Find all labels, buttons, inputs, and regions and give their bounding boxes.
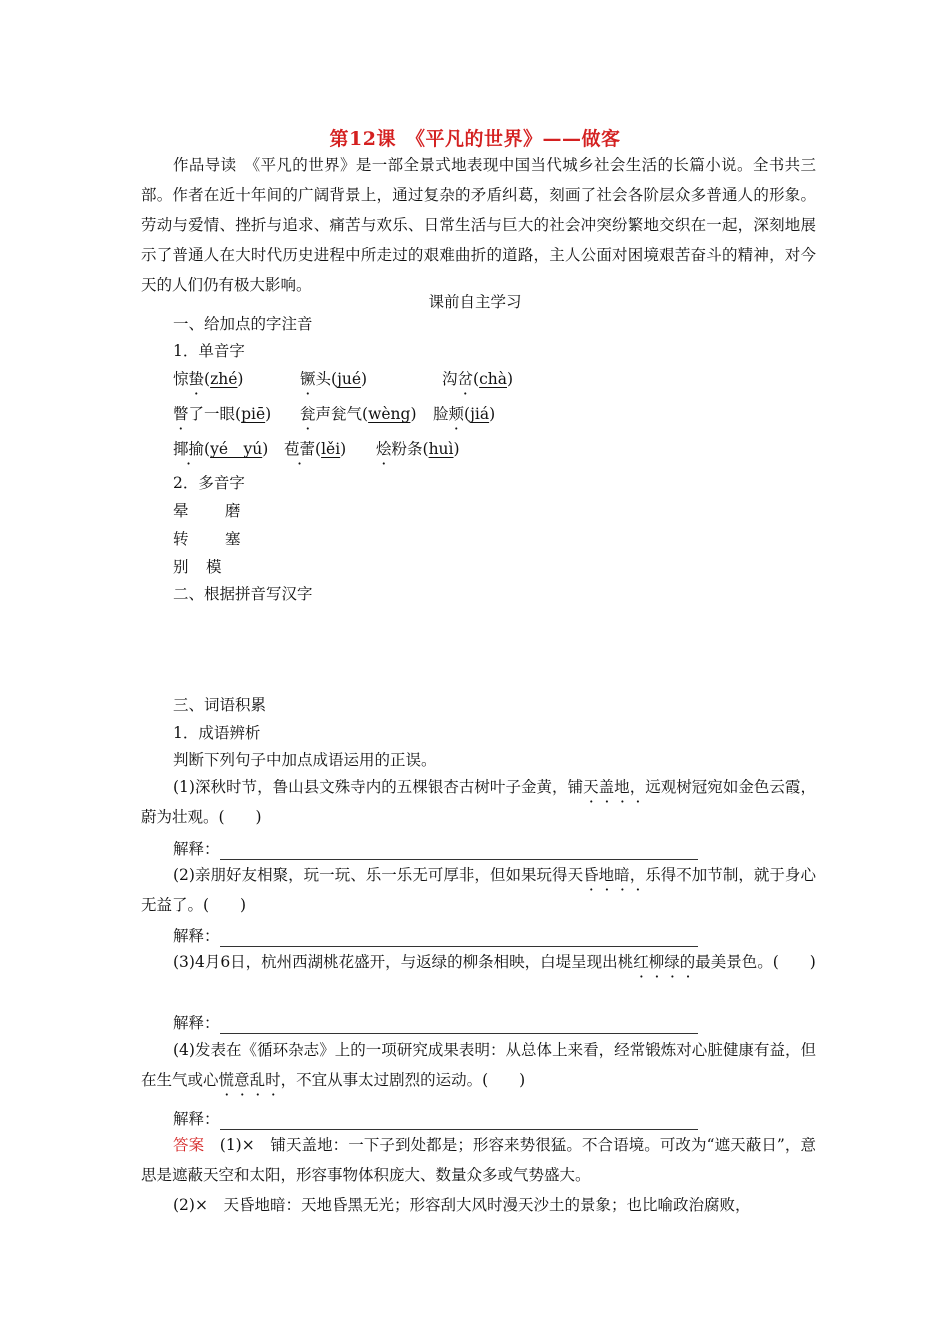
pinyin-item: 苞蕾(lěi) — [284, 440, 347, 458]
multi-char: 塞 — [225, 530, 241, 548]
intro-label: 作品导读 — [173, 156, 237, 174]
explain-row: 解释： — [173, 1012, 698, 1034]
pinyin-item: 镢头(jué) — [300, 370, 368, 388]
section-title: 课前自主学习 — [428, 293, 522, 311]
page-title: 第12课 《平凡的世界》——做客 — [329, 128, 621, 150]
explain-row: 解释： — [173, 1108, 698, 1130]
intro-paragraph — [141, 150, 816, 300]
part3-heading: 三、词语积累 — [173, 696, 267, 714]
question-1: (1)深秋时节，鲁山县文殊寺内的五棵银杏古树叶子金黄，铺天盖地，远观树冠宛如金色云霞，蔚为壮观。( ) — [141, 778, 816, 826]
question-3: (3)4月6日，杭州西湖桃花盛开，与返绿的柳条相映，白堤呈现出桃红柳绿的最美景色。( ) — [173, 953, 816, 971]
multi-char: 磨 — [225, 502, 241, 520]
dotted-idiom: 铺天盖地 — [567, 778, 630, 796]
pinyin-item: 沟岔(chà) — [442, 370, 514, 388]
pinyin-item: 烩粉条(huì) — [376, 440, 460, 458]
explain-row: 解释： — [173, 838, 698, 860]
multi-char: 别 — [173, 558, 189, 576]
question-2: (2)亲朋好友相聚，玩一玩、乐一乐无可厚非，但如果玩得天昏地暗，乐得不加节制，就于身心无益了。( ) — [141, 866, 816, 914]
part1-sub2: 2．多音字 — [173, 474, 245, 492]
multi-char: 转 — [173, 530, 189, 548]
pinyin-item: 脸颊(jiá) — [433, 405, 496, 423]
part1-heading: 一、给加点的字注音 — [173, 315, 313, 333]
answer-1: 答案 (1)× 铺天盖地：一下子到处都是；形容来势很猛。不合语境。可改为“遮天蔽日”，意思是遮蔽天空和太阳，形容事物体积庞大、数量众多或气势盛大。 — [141, 1136, 816, 1184]
dotted-idiom: 桃红柳绿 — [617, 953, 680, 971]
dotted-idiom: 天昏地暗 — [567, 866, 630, 884]
multi-char: 模 — [206, 558, 222, 576]
part1-sub1: 1．单音字 — [173, 342, 245, 360]
pinyin-item: 揶揄(yé yú) — [173, 440, 269, 458]
part2-heading: 二、根据拼音写汉字 — [173, 585, 313, 603]
question-4: (4)发表在《循环杂志》上的一项研究成果表明：从总体上来看，经常锻炼对心脏健康有益，但在生气或心慌意乱时，不宜从事太过剧烈的运动。( ) — [141, 1041, 816, 1089]
instruction: 判断下列句子中加点成语运用的正误。 — [173, 751, 437, 769]
part3-sub1: 1．成语辨析 — [173, 724, 261, 742]
answer-label: 答案 — [173, 1136, 205, 1154]
dotted-idiom: 心慌意乱 — [203, 1071, 266, 1089]
pinyin-item: 瞥了一眼(piē) — [173, 405, 272, 423]
answer-blank[interactable] — [220, 1019, 698, 1034]
explain-row: 解释： — [173, 925, 698, 947]
pinyin-item: 瓮声瓮气(wèng) — [300, 405, 417, 423]
answer-2: (2)× 天昏地暗：天地昏黑无光；形容刮大风时漫天沙土的景象；也比喻政治腐败， — [173, 1196, 751, 1214]
answer-blank[interactable] — [220, 1115, 698, 1130]
intro-text: 《平凡的世界》是一部全景式地表现中国当代城乡社会生活的长篇小说。全书共三部。作者在近十年间的广阔背景上，通过复杂的矛盾纠葛，刻画了社会各阶层众多普通人的形象。劳动与爱情、挫折与追求、痛苦与欢乐、日常生活与巨大的社会冲突纷繁地交织在一起，深刻地展示了普通人在大时代历史进程中所走过的艰难曲折的道路，主人公面对困境艰苦奋斗的精神，对今天的人们仍有极大影响。 — [141, 156, 816, 294]
answer-blank[interactable] — [220, 845, 698, 860]
pinyin-item: 惊蛰(zhé) — [173, 370, 244, 388]
answer-blank[interactable] — [220, 932, 698, 947]
multi-char: 晕 — [173, 502, 189, 520]
